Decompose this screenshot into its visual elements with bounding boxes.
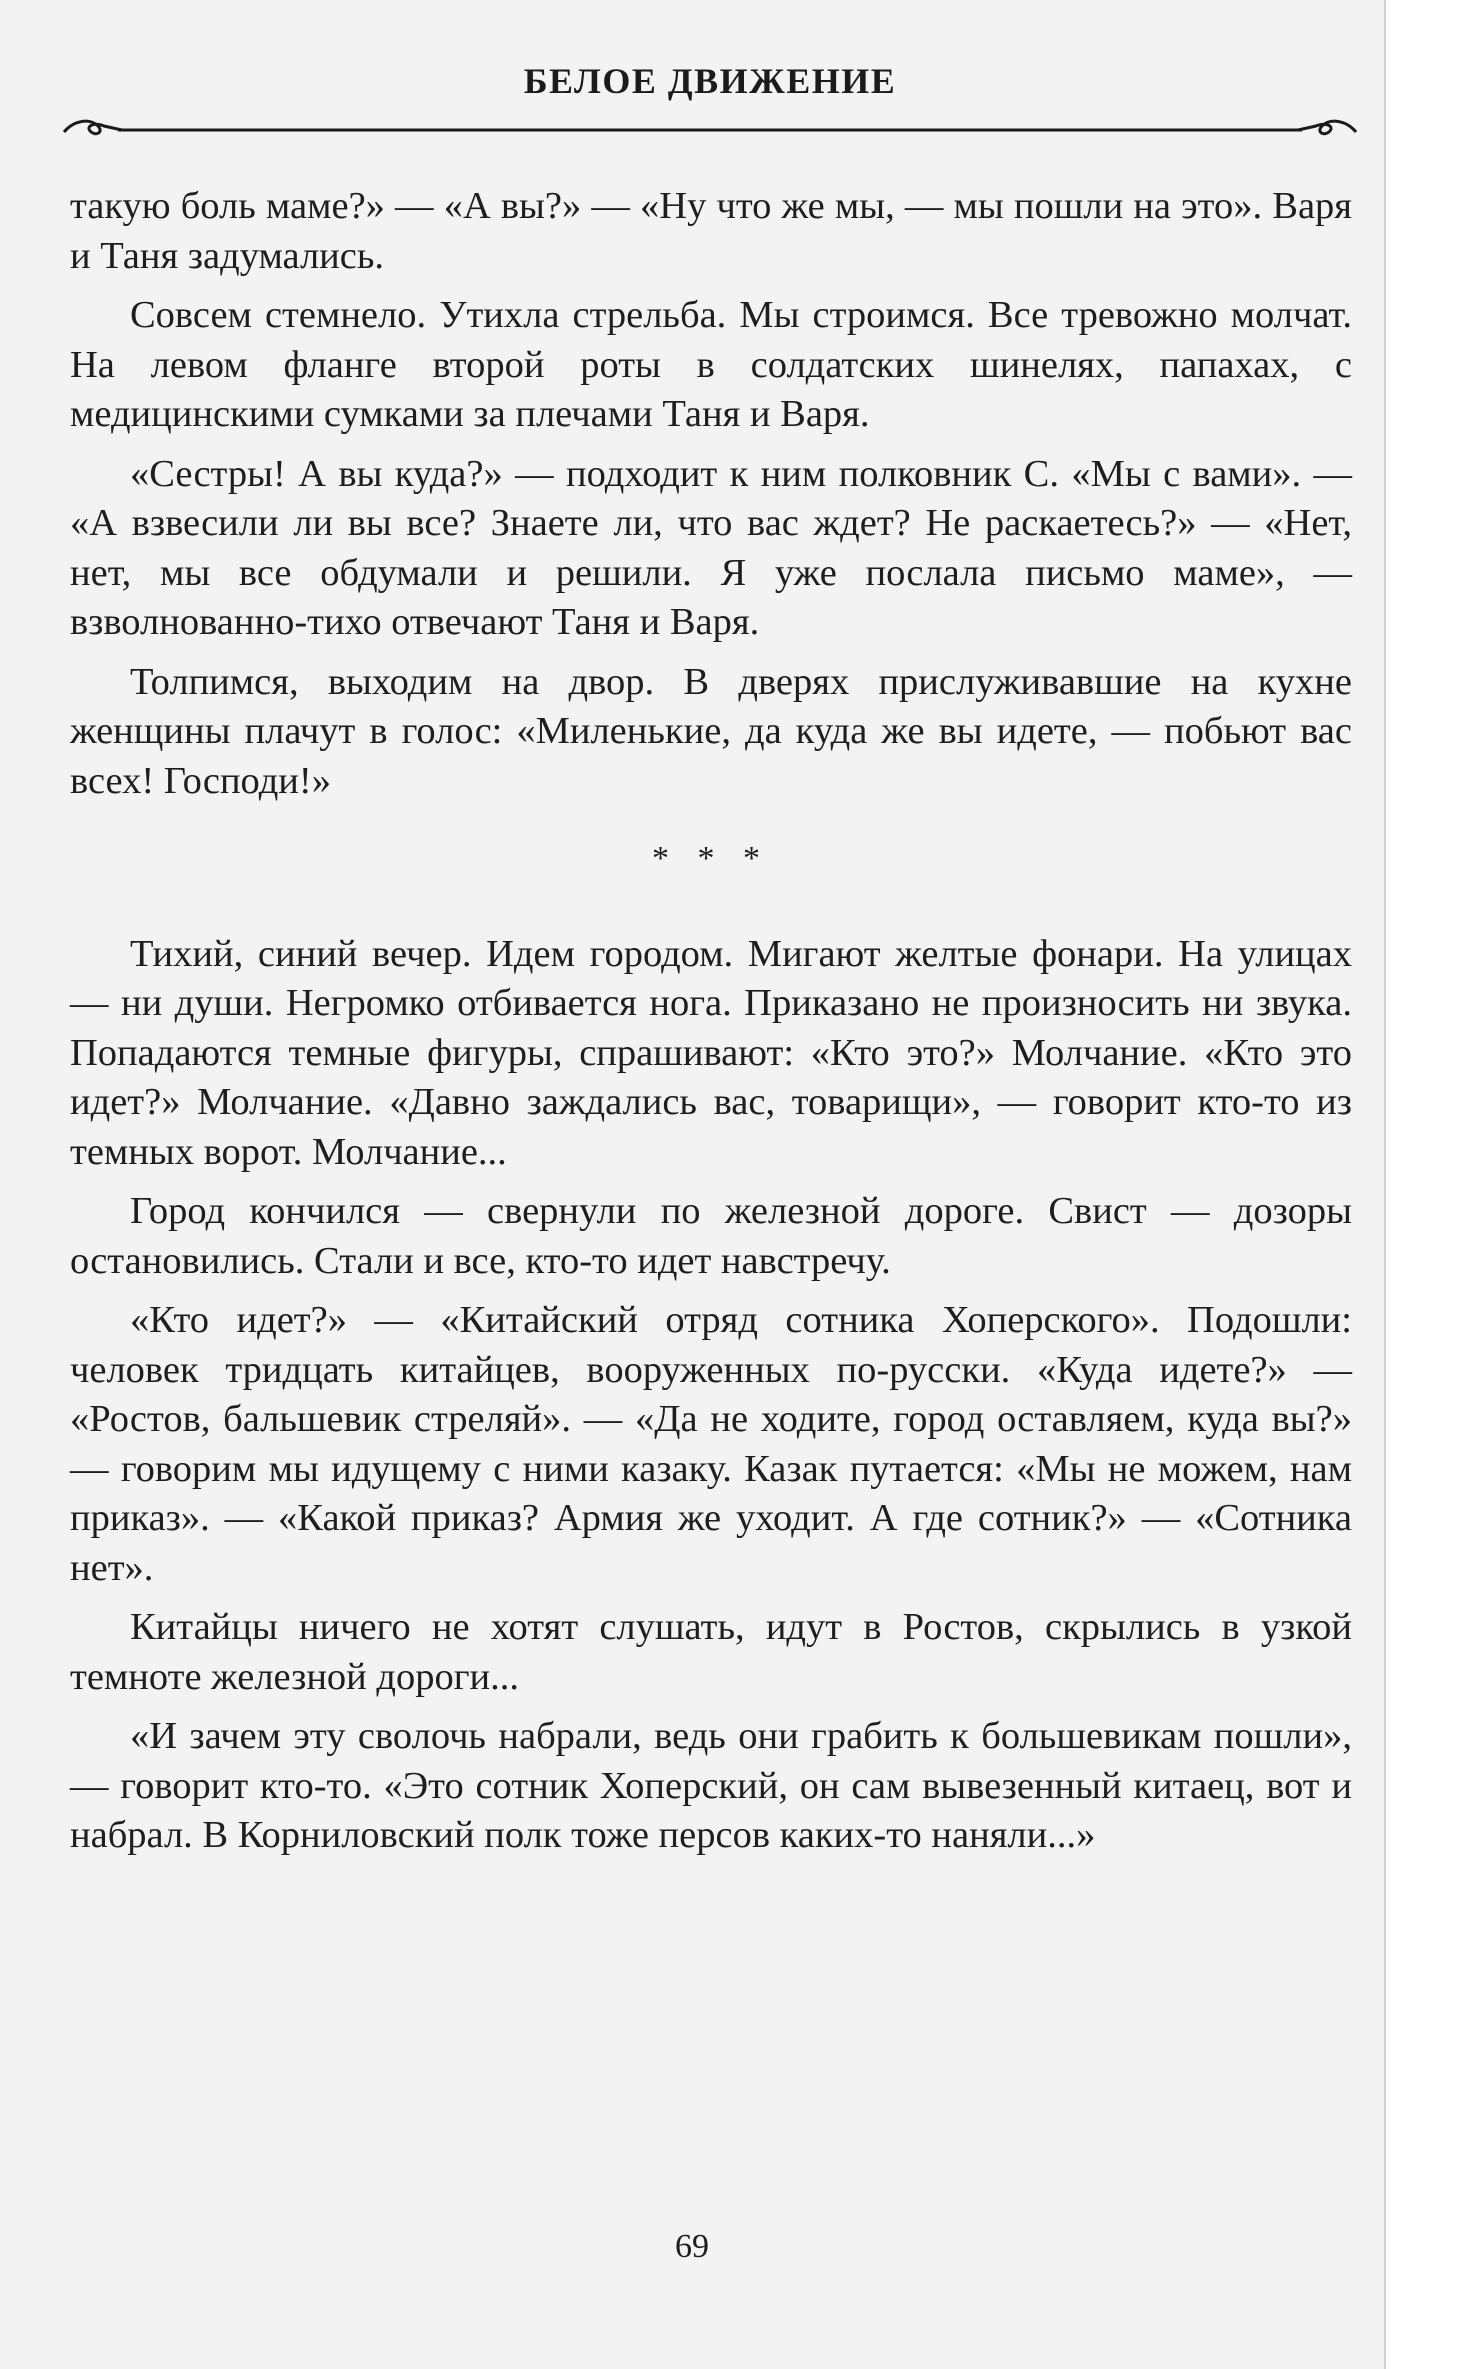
- running-head: [60, 48, 1360, 138]
- paragraph: «Сестры! А вы куда?» — подходит к ним полковник С. «Мы с вами». — «А взвесили ли вы все? Знаете ли, что вас ждет? Не раскаетесь?» — «Нет, нет, мы все обдумали и решили. Я уже послала письмо маме», — взволнованно-тихо отвечают Таня и Варя.: [70, 452, 1352, 643]
- right-flourish-icon: [1298, 121, 1356, 134]
- paragraph: такую боль маме?» — «А вы?» — «Ну что же мы, — мы пошли на это». Варя и Таня задумались.: [70, 185, 1352, 277]
- paragraph: «И зачем эту сволочь набрали, ведь они грабить к большевикам пошли», — говорит кто-то. «Это сотник Хоперский, он сам вывезенный китаец, вот и набрал. В Корниловский полк тоже персов каких-то наняли...»: [70, 1715, 1352, 1856]
- paragraph: Совсем стемнело. Утихла стрельба. Мы строимся. Все тревожно молчат. На левом фланге второй роты в солдатских шинелях, папахах, с медицинскими сумками за плечами Таня и Варя.: [70, 294, 1352, 435]
- paragraph: «Кто идет?» — «Китайский отряд сотника Хоперского». Подошли: человек тридцать китайцев, вооруженных по-русски. «Куда идете?» — «Ростов, бальшевик стреляй». — «Да не ходите, город оставляем, куда вы?» — говорим мы идущему с ними казаку. Казак путается: «Мы не можем, нам приказ». — «Какой приказ? Армия же уходит. А где сотник?» — «Сотника нет».: [70, 1299, 1352, 1589]
- page-number: 69: [675, 2228, 709, 2265]
- running-head-title: БЕЛОЕ ДВИЖЕНИЕ: [523, 61, 897, 101]
- paragraph: Город кончился — свернули по железной дороге. Свист — дозоры остановились. Стали и все, кто-то идет навстречу.: [70, 1190, 1352, 1282]
- ornamental-rule: [60, 110, 1360, 140]
- body-text: [70, 182, 1352, 1871]
- paragraph: Китайцы ничего не хотят слушать, идут в Ростов, скрылись в узкой темноте железной дороги...: [70, 1606, 1352, 1698]
- left-flourish-icon: [64, 121, 122, 134]
- section-break: * * *: [652, 840, 770, 877]
- paragraph: Тихий, синий вечер. Идем городом. Мигают желтые фонари. На улицах — ни души. Негромко отбивается нога. Приказано не произносить ни звука. Попадаются темные фигуры, спрашивают: «Кто это?» Молчание. «Кто это идет?» Молчание. «Давно заждались вас, товарищи», — говорит кто-то из темных ворот. Молчание...: [70, 932, 1352, 1173]
- paragraph: Толпимся, выходим на двор. В дверях прислуживавшие на кухне женщины плачут в голос: «Миленькие, да куда же вы идете, — побьют вас всех! Господи!»: [70, 660, 1352, 802]
